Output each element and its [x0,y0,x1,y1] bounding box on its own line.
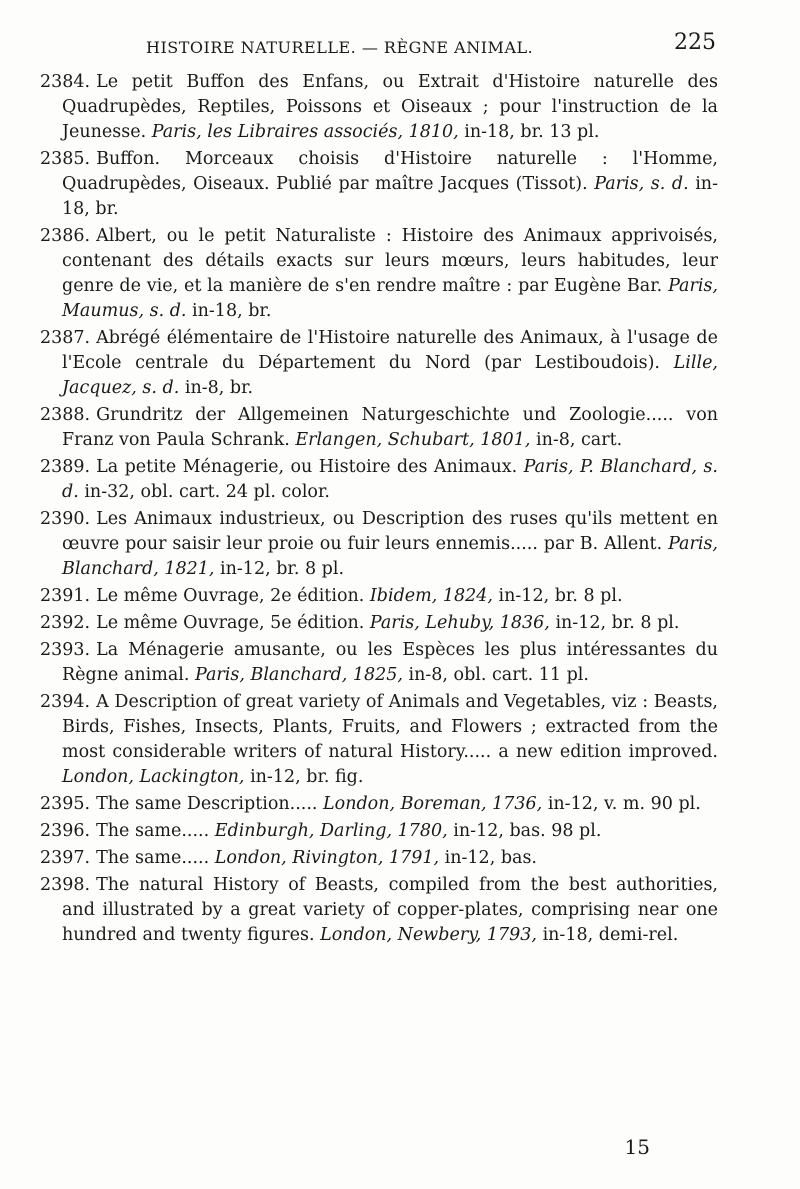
catalog-entry [40,584,718,609]
entry-format: in-32, obl. cart. 24 pl. color. [78,482,330,502]
entry-number: 2396. [40,821,91,841]
entry-format: in-8, obl. cart. 11 pl. [402,665,589,685]
entry-imprint: London, Boreman, 1736, [323,794,543,814]
entry-format: in-12, v. m. 90 pl. [542,794,701,814]
entry-title: Le petit Buffon des Enfans, ou Extrait d'Histoire naturelle des Quadrupèdes, Reptiles, Poissons et Oiseaux ; pour l'instruction de la Jeunesse. [62,72,718,142]
entry-imprint: London, Lackington, [62,767,245,787]
catalog-entry [40,455,718,505]
entry-number: 2397. [40,848,91,868]
catalog-entry [40,638,718,688]
entry-number: 2390. [40,509,91,529]
entry-title: Le même Ouvrage, 2e édition. [96,586,370,606]
entry-title: The same..... [96,848,215,868]
entry-format: in-18, br. [62,174,718,219]
entry-title: The natural History of Beasts, compiled from the best authorities, and illustrated by a great variety of copper-plates, comprising near one hundred and twenty figures. [62,875,718,945]
catalog-entry [40,611,718,636]
entry-format: in-18, br. 13 pl. [458,122,600,142]
entry-number: 2394. [40,692,91,712]
entry-number: 2387. [40,328,91,348]
entry-number: 2389. [40,457,91,477]
entry-imprint: Paris, P. Blanchard, s. d. [62,457,718,502]
entry-number: 2384. [40,72,91,92]
entry-number: 2386. [40,226,91,246]
entry-title: Le même Ouvrage, 5e édition. [96,613,370,633]
page-number: 225 [674,30,716,55]
page-header [140,28,716,64]
entry-title: A Description of great variety of Animals and Vegetables, viz : Beasts, Birds, Fishes, Insects, Plants, Fruits, and Flowers ; extracted from the most considerable writers of natural History..... a new edition improved. [62,692,718,762]
entry-imprint: London, Newbery, 1793, [320,925,537,945]
entry-format: in-12, br. 8 pl. [492,586,623,606]
entry-number: 2395. [40,794,91,814]
catalog-entries [40,70,718,950]
entry-imprint: Paris, les Libraires associés, 1810, [151,122,459,142]
catalog-entry [40,690,718,790]
entry-title: Les Animaux industrieux, ou Description des ruses qu'ils mettent en œuvre pour saisir leur proie ou fuir leurs ennemis..... par B. Allent. [62,509,718,554]
catalog-entry [40,224,718,324]
entry-format: in-18, br. [186,301,272,321]
entry-number: 2391. [40,586,91,606]
entry-title: La Ménagerie amusante, ou les Espèces les plus intéressantes du Règne animal. [62,640,718,685]
catalog-entry [40,507,718,582]
entry-imprint: Paris, Maumus, s. d. [62,276,718,321]
entry-number: 2393. [40,640,91,660]
entry-format: in-8, br. [179,378,254,398]
catalog-entry [40,846,718,871]
entry-title: The same..... [96,821,215,841]
entry-format: in-8, cart. [530,430,623,450]
entry-number: 2385. [40,149,91,169]
entry-format: in-12, bas. [439,848,537,868]
entry-title: Buffon. Morceaux choisis d'Histoire naturelle : l'Homme, Quadrupèdes, Oiseaux. Publié par maître Jacques (Tissot). [62,149,718,194]
entry-imprint: London, Rivington, 1791, [214,848,440,868]
entry-imprint: Paris, Blanchard, 1825, [194,665,403,685]
catalog-entry [40,792,718,817]
entry-format: in-12, br. fig. [244,767,364,787]
catalog-entry [40,403,718,453]
entry-title: Abrégé élémentaire de l'Histoire naturelle des Animaux, à l'usage de l'Ecole centrale du Département du Nord (par Lestiboudois). [62,328,718,373]
entry-format: in-12, br. 8 pl. [549,613,680,633]
signature-mark: 15 [624,1135,650,1159]
running-head: HISTOIRE NATURELLE. — RÈGNE ANIMAL. [146,38,534,57]
entry-format: in-18, demi-rel. [537,925,679,945]
entry-imprint: Paris, s. d. [594,174,689,194]
catalog-entry [40,70,718,145]
entry-title: La petite Ménagerie, ou Histoire des Animaux. [96,457,524,477]
entry-imprint: Edinburgh, Darling, 1780, [214,821,448,841]
catalog-entry [40,873,718,948]
entry-imprint: Erlangen, Schubart, 1801, [295,430,531,450]
entry-imprint: Ibidem, 1824, [369,586,493,606]
entry-format: in-12, br. 8 pl. [214,559,345,579]
entry-format: in-12, bas. 98 pl. [447,821,602,841]
catalog-entry [40,326,718,401]
entry-imprint: Paris, Lehuby, 1836, [369,613,550,633]
entry-imprint: Paris, Blanchard, 1821, [62,534,718,579]
catalog-entry [40,147,718,222]
entry-title: Albert, ou le petit Naturaliste : Histoire des Animaux apprivoisés, contenant des détails exacts sur leurs mœurs, leurs habitudes, leur genre de vie, et la manière de s'en rendre maître : par Eugène Bar. [62,226,718,296]
entry-number: 2398. [40,875,91,895]
entry-number: 2388. [40,405,91,425]
entry-title: Grundritz der Allgemeinen Naturgeschichte und Zoologie..... von Franz von Paula Schrank. [62,405,718,450]
entry-imprint: Lille, Jacquez, s. d. [62,353,718,398]
catalog-entry [40,819,718,844]
entry-number: 2392. [40,613,91,633]
entry-title: The same Description..... [96,794,324,814]
